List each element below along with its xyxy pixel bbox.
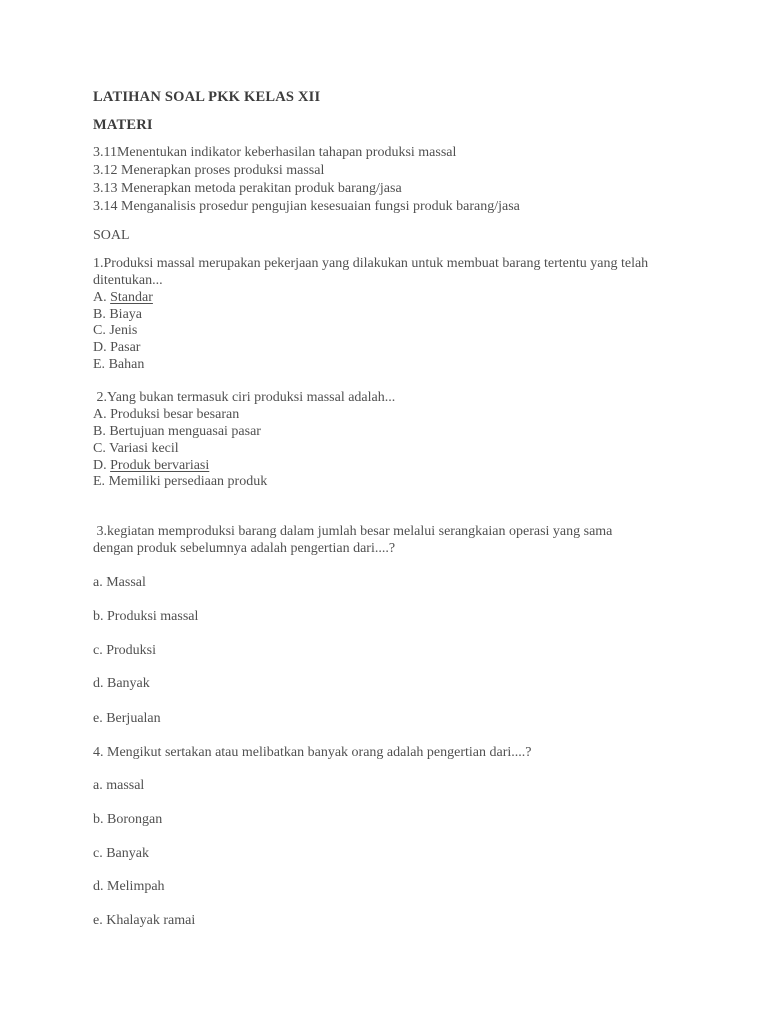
- question-1-text: 1.Produksi massal merupakan pekerjaan yang dilakukan untuk membuat barang tertentu yang telah: [93, 256, 649, 271]
- question-1-option-d: D. Pasar: [93, 340, 141, 355]
- question-2-text: 2.Yang bukan termasuk ciri produksi massal adalah...: [93, 390, 396, 405]
- question-3-option-c: c. Produksi: [93, 643, 156, 658]
- question-3-text-cont: dengan produk sebelumnya adalah pengertian dari....?: [93, 541, 396, 556]
- question-2-option-b: B. Bertujuan menguasai pasar: [93, 424, 261, 439]
- question-1-text-cont: ditentukan...: [93, 273, 163, 288]
- question-1-option-e: E. Bahan: [93, 357, 145, 372]
- section-heading-materi: MATERI: [93, 117, 153, 133]
- materi-item: 3.13 Menerapkan metoda perakitan produk barang/jasa: [93, 181, 402, 196]
- question-2-option-c: C. Variasi kecil: [93, 441, 179, 456]
- question-3-text: 3.kegiatan memproduksi barang dalam jumlah besar melalui serangkaian operasi yang sama: [93, 524, 613, 539]
- question-3-option-e: e. Berjualan: [93, 711, 161, 726]
- question-3-option-d: d. Banyak: [93, 676, 150, 691]
- question-4-option-c: c. Banyak: [93, 846, 149, 861]
- question-1-option-a: A. Standar: [93, 290, 153, 305]
- answer-key-underline: Produk bervariasi: [110, 458, 210, 473]
- question-3-option-b: b. Produksi massal: [93, 609, 199, 624]
- question-1-option-c: C. Jenis: [93, 323, 138, 338]
- question-4-option-b: b. Borongan: [93, 812, 163, 827]
- materi-item: 3.11Menentukan indikator keberhasilan tahapan produksi massal: [93, 145, 457, 160]
- question-4-text: 4. Mengikut sertakan atau melibatkan banyak orang adalah pengertian dari....?: [93, 745, 532, 760]
- question-2-option-d: D. Produk bervariasi: [93, 458, 210, 473]
- materi-item: 3.12 Menerapkan proses produksi massal: [93, 163, 325, 178]
- question-3-option-a: a. Massal: [93, 575, 146, 590]
- section-heading-soal: SOAL: [93, 228, 130, 243]
- question-4-option-e: e. Khalayak ramai: [93, 913, 196, 928]
- question-2-option-a: A. Produksi besar besaran: [93, 407, 240, 422]
- question-4-option-a: a. massal: [93, 778, 145, 793]
- question-2-option-e: E. Memiliki persediaan produk: [93, 474, 268, 489]
- question-1-option-b: B. Biaya: [93, 307, 142, 322]
- question-4-option-d: d. Melimpah: [93, 879, 165, 894]
- page-title: LATIHAN SOAL PKK KELAS XII: [93, 89, 321, 105]
- answer-key-underline: Standar: [110, 290, 153, 305]
- materi-item: 3.14 Menganalisis prosedur pengujian kesesuaian fungsi produk barang/jasa: [93, 199, 520, 214]
